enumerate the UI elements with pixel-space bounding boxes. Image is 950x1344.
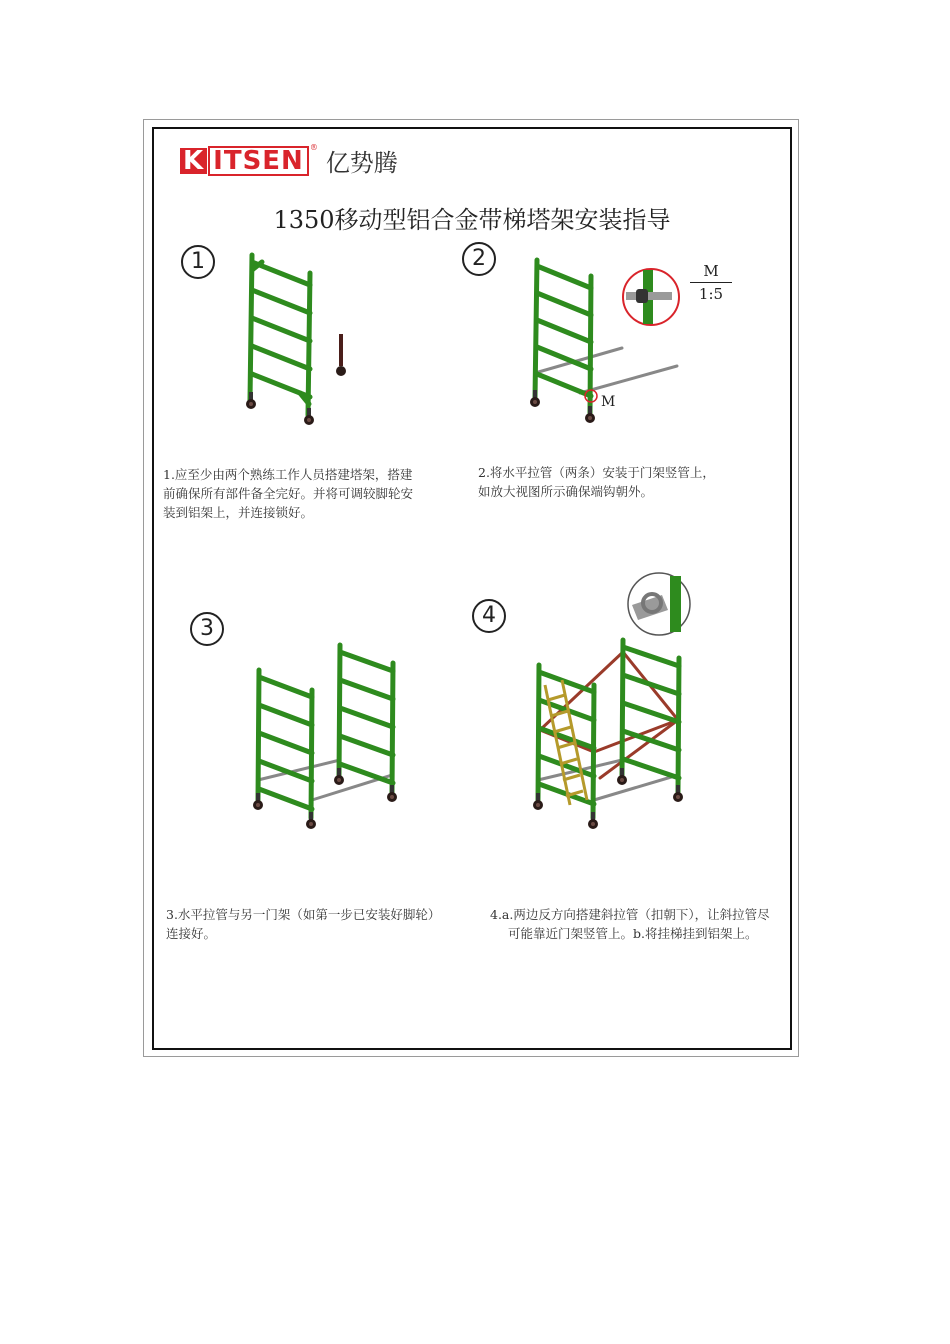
step-1-number: 1 <box>181 245 215 279</box>
caption-line: 可能靠近门架竖管上。b.将挂梯挂到铝架上。 <box>508 926 758 941</box>
step-4-number: 4 <box>472 599 506 633</box>
step-4-tower-illustration <box>533 573 690 829</box>
detail-point-label: M <box>601 394 616 410</box>
step-3-frames-illustration <box>253 645 397 829</box>
detail-magnifier-clamp <box>628 573 690 635</box>
logo-initial: K <box>180 148 207 174</box>
step-2-number: 2 <box>462 242 496 276</box>
detail-magnifier-m <box>623 269 679 325</box>
page-title: 1350移动型铝合金带梯塔架安装指导 <box>273 206 671 234</box>
caster-wheel-part <box>336 334 346 376</box>
logo-wordmark: ITSEN <box>208 146 309 176</box>
step-1-frame-illustration <box>246 255 346 425</box>
scale-ratio: 1:5 <box>698 285 724 303</box>
logo-chinese-name: 亿势腾 <box>325 149 398 177</box>
caption-line: 装到铝架上，并连接锁好。 <box>163 505 314 520</box>
step-1-caption <box>163 465 413 522</box>
scale-detail-letter: M <box>703 262 719 280</box>
step-3-number: 3 <box>190 612 224 646</box>
caption-line: 前确保所有部件备全完好。并将可调较脚轮安 <box>163 486 414 501</box>
caption-line: 连接好。 <box>166 926 217 941</box>
caption-line: 3.水平拉管与另一门架（如第一步已安装好脚轮） <box>166 907 441 922</box>
registered-mark: ® <box>309 143 318 152</box>
caption-line: 1.应至少由两个熟练工作人员搭建塔架，搭建 <box>163 467 413 482</box>
detail-scale-label <box>690 262 732 303</box>
scale-divider <box>690 282 732 283</box>
step-3-caption <box>166 905 440 943</box>
step-4-caption <box>490 905 790 943</box>
caption-line: 如放大视图所示确保端钩朝外。 <box>478 484 654 499</box>
caption-line: 2.将水平拉管（两条）安装于门架竖管上， <box>478 465 715 480</box>
step-2-caption <box>478 463 715 501</box>
caption-line: 4.a.两边反方向搭建斜拉管（扣朝下），让斜拉管尽 <box>490 907 770 922</box>
